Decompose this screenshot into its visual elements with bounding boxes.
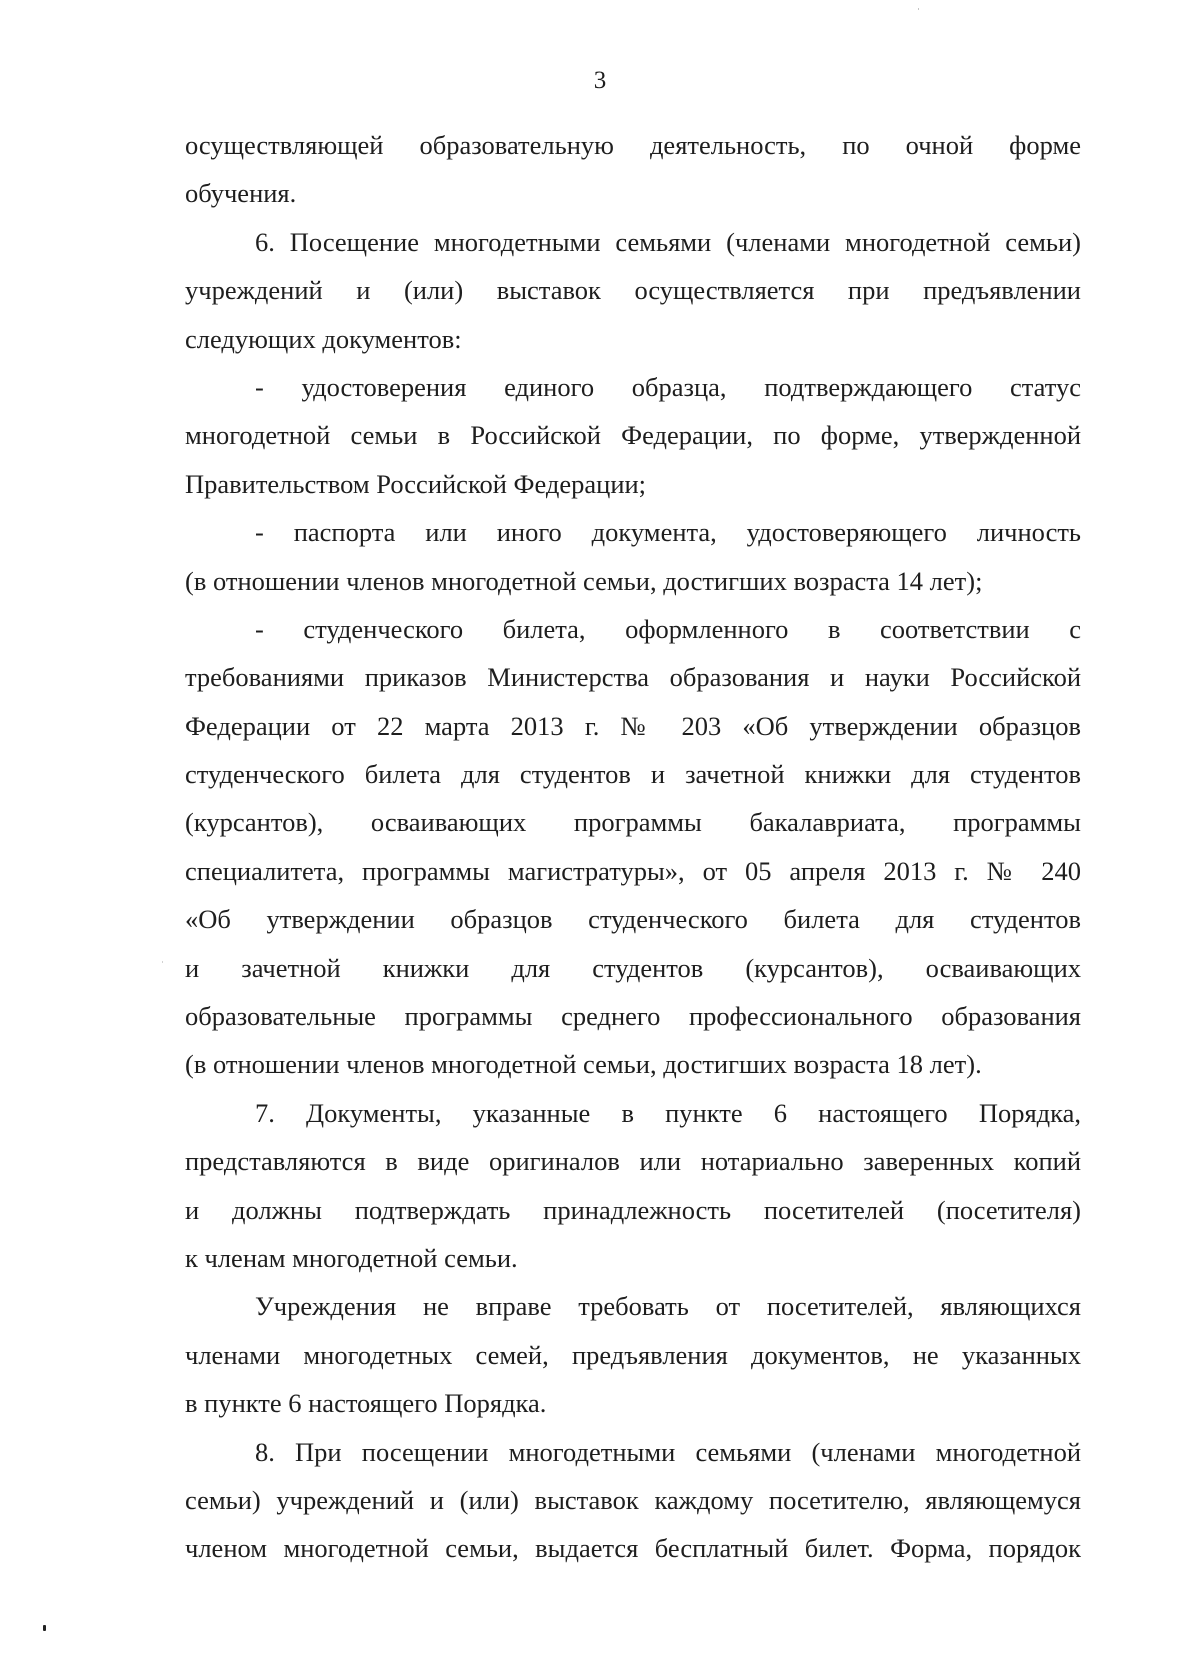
paragraph-6-start: 6. Посещение многодетными семьями (членами многодетной семьи) — [255, 226, 1081, 257]
list-item-student-card: - студенческого билета, оформленного в соответствии с — [255, 613, 1081, 644]
text-line: обучения. — [185, 178, 297, 209]
text-line: Правительством Российской Федерации; — [185, 468, 647, 499]
text-line: (в отношении членов многодетной семьи, достигших возраста 18 лет). — [185, 1049, 982, 1080]
text-line: (в отношении членов многодетной семьи, достигших возраста 14 лет); — [185, 565, 983, 596]
text-line: в пункте 6 настоящего Порядка. — [185, 1388, 547, 1419]
text-line: Федерации от 22 марта 2013 г. № 203 «Об утверждении образцов — [185, 710, 1081, 741]
text-line: семьи) учреждений и (или) выставок каждому посетителю, являющемуся — [185, 1484, 1081, 1515]
text-line: следующих документов: — [185, 323, 462, 354]
paragraph-8-start: 8. При посещении многодетными семьями (членами многодетной — [255, 1436, 1081, 1467]
text-line: многодетной семьи в Российской Федерации, по форме, утвержденной — [185, 420, 1081, 451]
text-line: членами многодетных семей, предъявления документов, не указанных — [185, 1339, 1081, 1370]
paragraph-7-start: 7. Документы, указанные в пункте 6 настоящего Порядка, — [255, 1097, 1081, 1128]
page-number: 3 — [593, 67, 607, 94]
text-line: специалитета, программы магистратуры», от 05 апреля 2013 г. № 240 — [185, 855, 1081, 886]
text-line: представляются в виде оригиналов или нотариально заверенных копий — [185, 1146, 1081, 1177]
text-line: требованиями приказов Министерства образования и науки Российской — [185, 662, 1081, 693]
text-line: членом многодетной семьи, выдается бесплатный билет. Форма, порядок — [185, 1533, 1081, 1564]
text-line: учреждений и (или) выставок осуществляется при предъявлении — [185, 275, 1081, 306]
document-body — [185, 121, 1081, 1573]
paragraph-7-second: Учреждения не вправе требовать от посетителей, являющихся — [255, 1291, 1081, 1322]
text-line: студенческого билета для студентов и зачетной книжки для студентов — [185, 759, 1081, 790]
text-line: и зачетной книжки для студентов (курсантов), осваивающих — [185, 952, 1081, 983]
text-line: осуществляющей образовательную деятельность, по очной форме — [185, 130, 1081, 160]
list-item-certificate: - удостоверения единого образца, подтверждающего статус — [255, 371, 1081, 402]
scan-speck — [43, 1625, 46, 1631]
scan-speck — [162, 961, 163, 963]
text-line: к членам многодетной семьи. — [185, 1242, 518, 1273]
scan-speck — [918, 8, 919, 10]
text-line: образовательные программы среднего профессионального образования — [185, 1001, 1081, 1032]
text-line: «Об утверждении образцов студенческого билета для студентов — [185, 904, 1081, 935]
text-line: (курсантов), осваивающих программы бакалавриата, программы — [185, 807, 1081, 838]
text-line: и должны подтверждать принадлежность посетителей (посетителя) — [185, 1194, 1081, 1225]
list-item-passport: - паспорта или иного документа, удостоверяющего личность — [255, 517, 1081, 548]
